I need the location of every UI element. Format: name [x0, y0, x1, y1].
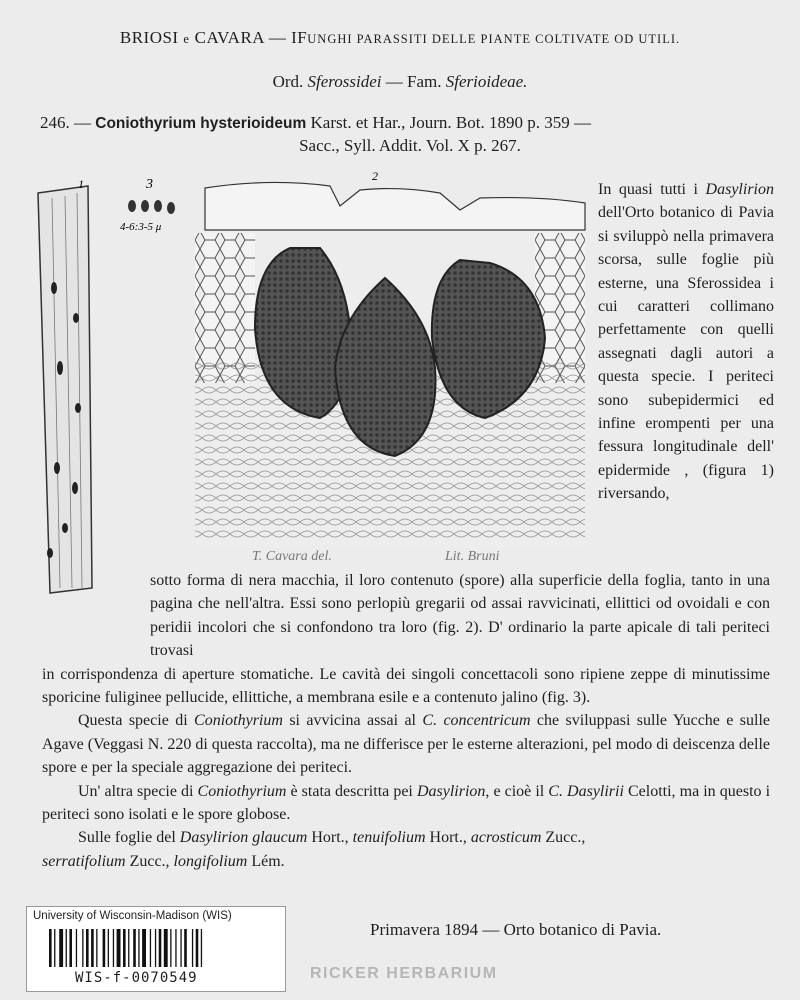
series-title: UNGHI PARASSITI DELLE PIANTE COLTIVATE OD UTILI. — [307, 32, 681, 46]
entry-number: 246. — — [40, 113, 91, 132]
barcode — [49, 929, 263, 967]
right-host-genus: Dasylirion — [705, 181, 774, 198]
fam-label: — Fam. — [385, 72, 442, 91]
paragraph-1-end: in corrispondenza di aperture stomatiche. Le cavità dei singoli concettacoli sono ripiene zeppe di minutissime sporicine fuliginee pellucide, ellittiche, a membrana esile e a contenuto jalino (fig. 3). — [42, 665, 770, 707]
paragraph-1-continued: sotto forma di nera macchia, il loro contenuto (spore) alla superficie della foglia, tanto in una pagina che nell'altra. Essi sono perlopiù gregarii od assai ravvicinati, ellittici od ovoidali e con peridii incolori che si confondono tra loro (fig. 2). D' ordinario la parte apicale di tali periteci trovasi — [150, 572, 770, 660]
figure-label-2: 2 — [372, 169, 378, 183]
collection-date-line: Primavera 1894 — Orto botanico di Pavia. — [370, 920, 662, 939]
fam-name: Sferioideae. — [445, 72, 528, 91]
author-briosi: BRIOSI — [119, 28, 179, 47]
figure-2-section — [195, 182, 585, 548]
series-dash: — I — [268, 28, 298, 47]
species-entry — [40, 112, 780, 157]
figure-label-3: 3 — [146, 177, 153, 192]
description-body — [42, 569, 770, 873]
figure-3-spores — [128, 200, 175, 214]
right-text-b: dell'Orto botanico di Pavia si sviluppò nella primavera scorsa, sulle foglie più esterne, una Sferossidea i cui caratteri collimano perfettamente con quelli assegnati dagli autori a questa specie. I periteci sono subepidermici ed infine erompenti per una fessura longitudinale dell' epidermide , (figura 1) riversando, — [598, 204, 774, 503]
page-header — [0, 28, 800, 48]
author-cavara: CAVARA — [194, 28, 265, 47]
paragraph-3: Un' altra specie di Coniothyrium è stata descritta pei Dasylirion, e cioè il C. Dasylirii Celotti, ma in questo i periteci sono isolati e le spore globose. — [42, 782, 771, 824]
author-conjunction: e — [183, 32, 190, 46]
paragraph-4: Sulle foglie del Dasylirion glaucum Hort., tenuifolium Hort., acrosticum Zucc., serratifolium Zucc., longifolium Lém. — [42, 829, 586, 870]
species-name: Coniothyrium hysterioideum — [95, 115, 307, 132]
institution-name: University of Wisconsin-Madison (WIS) — [33, 910, 232, 922]
botanical-illustration — [20, 168, 600, 598]
lithographer-credit: Lit. Bruni — [445, 549, 500, 564]
spore-scale-text: 4-6:3-5 μ — [120, 221, 162, 233]
ord-label: Ord. — [272, 72, 304, 91]
paragraph-2: Questa specie di Coniothyrium si avvicina assai al C. concentricum che sviluppasi sulle Yucche e sulle Agave (Veggasi N. 220 di questa raccolta), ma ne differisce per le esterne alterazioni, pel modo di deiscenza delle spore e per la speciale aggregazione dei periteci. — [42, 712, 770, 777]
citation-line-2: Sacc., Syll. Addit. Vol. X p. 267. — [299, 136, 521, 155]
citation-line-1: Karst. et Har., Journ. Bot. 1890 p. 359 — — [310, 113, 591, 132]
barcode-number: WIS-f-0070549 — [75, 970, 198, 986]
series-initial: F — [297, 28, 308, 47]
taxonomy-line — [0, 72, 800, 92]
figure-1-leaf — [38, 186, 92, 593]
description-column — [598, 178, 774, 506]
ord-name: Sferossidei — [307, 72, 382, 91]
ricker-herbarium-stamp: RICKER HERBARIUM — [310, 965, 498, 982]
herbarium-label — [26, 906, 286, 992]
right-text-a: In quasi tutti i — [598, 181, 706, 198]
figure-label-1: 1 — [78, 177, 84, 191]
illustrator-credit: T. Cavara del. — [252, 549, 332, 564]
